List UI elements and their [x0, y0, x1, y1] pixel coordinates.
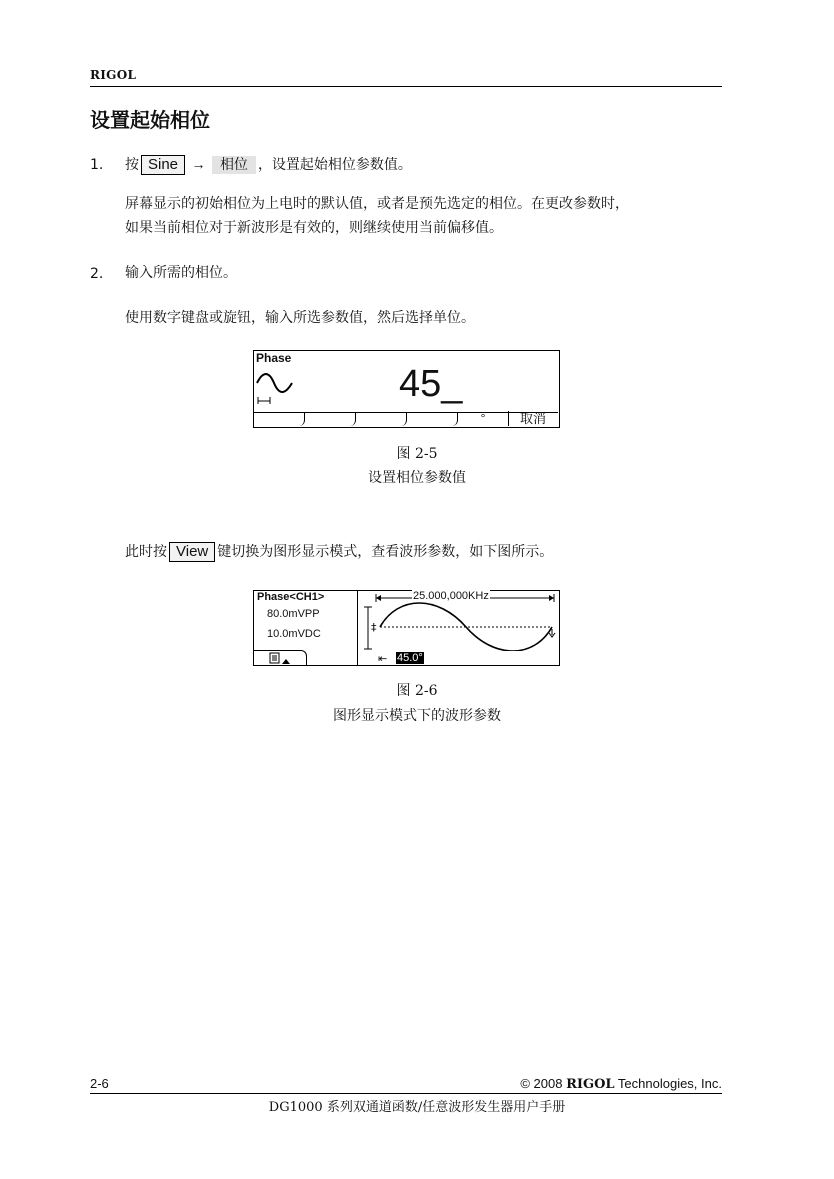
sine-wave-icon — [256, 369, 296, 405]
arrow-icon: → — [191, 156, 206, 172]
step-1-line — [125, 152, 412, 177]
document-icon — [268, 652, 294, 665]
softkey-row — [254, 412, 558, 428]
step-2-para: 使用数字键盘或旋钮，输入所选参数值，然后选择单位。 — [125, 310, 475, 326]
step-1-para-line2: 如果当前相位对于新波形是有效的，则继续使用当前偏移值。 — [125, 220, 503, 236]
step-1-prefix: 按 — [125, 157, 139, 173]
softkey-3[interactable] — [356, 413, 407, 426]
step-2-text: 输入所需的相位。 — [125, 265, 237, 281]
header-brand: RIGOL — [90, 68, 137, 82]
copyright-brand: RIGOL — [566, 1077, 615, 1092]
copyright — [520, 1076, 722, 1092]
svg-text:‡: ‡ — [371, 621, 377, 634]
figure1-caption-num: 图 2-5 — [396, 446, 438, 462]
step-1-para-line1: 屏幕显示的初始相位为上电时的默认值，或者是预先选定的相位。在更改参数时， — [125, 196, 629, 212]
amplitude-value: 80.0mVPP — [267, 608, 320, 620]
softkey-1[interactable] — [254, 413, 305, 426]
sine-key[interactable]: Sine — [141, 155, 185, 175]
sine-waveform — [378, 601, 558, 651]
phase-entry-screen — [253, 350, 560, 428]
frequency-value: 25.000,000KHz — [413, 590, 489, 602]
figure2-caption-num: 图 2-6 — [396, 683, 438, 699]
view-prefix: 此时按 — [125, 544, 167, 560]
graphic-title: Phase<CH1> — [257, 591, 325, 603]
step-1-number: 1. — [90, 157, 104, 173]
softkey-4[interactable] — [407, 413, 458, 426]
phase-readout: 45.0° — [397, 652, 423, 664]
phase-softkey[interactable]: 相位 — [212, 156, 256, 174]
softkey-2[interactable] — [305, 413, 356, 426]
offset-value: 10.0mVDC — [267, 628, 321, 640]
cancel-softkey[interactable]: 取消 — [519, 412, 546, 427]
screen-label: Phase — [256, 351, 292, 365]
header-rule — [90, 86, 722, 87]
footer-rule — [90, 1093, 722, 1094]
phase-value: 45_ — [399, 363, 463, 405]
graphic-mode-screen — [253, 590, 560, 666]
manual-title: DG1000 系列双通道函数/任意波形发生器用户手册 — [268, 1100, 566, 1115]
view-sentence — [125, 540, 553, 564]
figure1-caption-text: 设置相位参数值 — [368, 470, 466, 486]
view-suffix: 键切换为图形显示模式，查看波形参数，如下图所示。 — [217, 544, 554, 560]
step-2-number: 2. — [90, 266, 104, 282]
menu-tab[interactable] — [254, 650, 307, 666]
graphic-divider — [357, 591, 358, 665]
figure2-caption-text: 图形显示模式下的波形参数 — [333, 708, 501, 724]
copyright-prefix: © 2008 — [520, 1076, 567, 1091]
degree-unit-softkey[interactable]: ° — [458, 411, 509, 426]
phase-start-arrow-icon: ⇤ — [378, 653, 388, 665]
view-key[interactable]: View — [169, 542, 215, 562]
page-number: 2-6 — [90, 1076, 109, 1091]
section-title: 设置起始相位 — [90, 108, 210, 132]
step-1-suffix: ，设置起始相位参数值。 — [257, 157, 412, 173]
copyright-suffix: Technologies, Inc. — [614, 1076, 722, 1091]
